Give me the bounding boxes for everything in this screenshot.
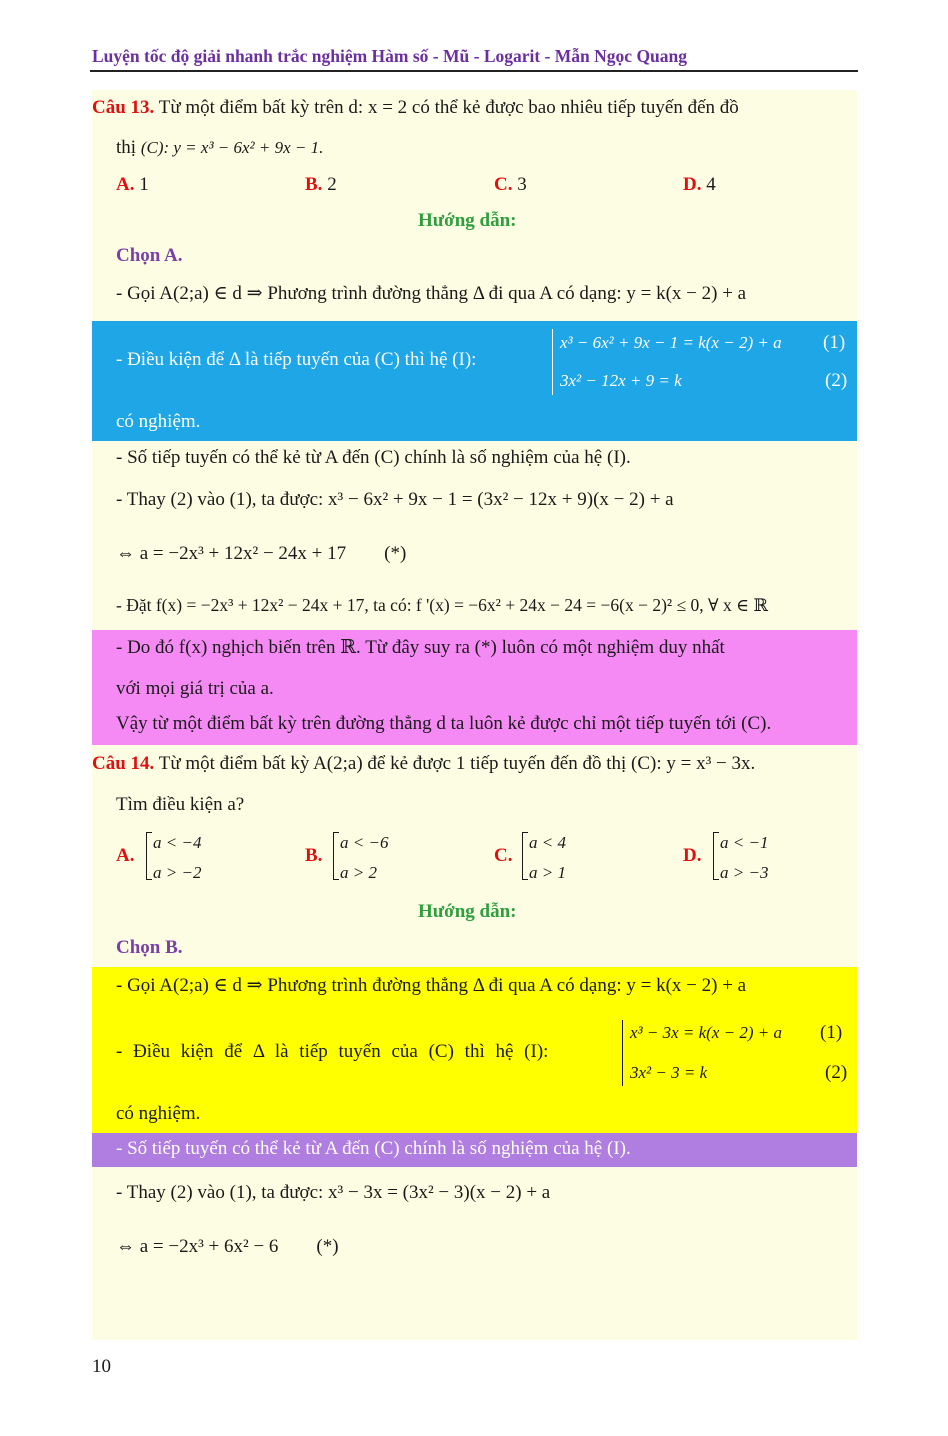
q14-answer-b-bracket	[333, 832, 339, 880]
q14-label: Câu 14.	[92, 753, 155, 774]
q14-answer-a-letter: A.	[116, 845, 135, 866]
q14-answer-c-bottom: a > 1	[529, 863, 566, 882]
q14-sys-eq1: x³ − 3x = k(x − 2) + a	[630, 1023, 782, 1042]
q13-step3: - Số tiếp tuyến có thể kẻ từ A đến (C) chính là số nghiệm của hệ (I).	[116, 447, 631, 468]
q14-sys-eq2: 3x² − 3 = k	[630, 1063, 708, 1082]
q13-guide-heading: Hướng dẫn:	[418, 210, 517, 231]
q14-answer-b-letter: B.	[305, 845, 323, 866]
q14-question-line1	[92, 753, 755, 775]
q14-answer-d-letter: D.	[683, 845, 702, 866]
q13-step6: - Đặt f(x) = −2x³ + 12x² − 24x + 17, ta có: f '(x) = −6x² + 24x − 24 = −6(x − 2)² ≤ 0, ∀ x ∈ ℝ	[116, 595, 768, 615]
q13-answer-c: C. 3	[494, 174, 527, 195]
q14-answer-b-bottom: a > 2	[340, 863, 377, 882]
q14-answer-b-top: a < −6	[340, 833, 389, 852]
q14-step1: - Gọi A(2;a) ∈ d ⇒ Phương trình đường thẳng Δ đi qua A có dạng: y = k(x − 2) + a	[116, 975, 747, 996]
q14-answer-d-bottom: a > −3	[720, 863, 769, 882]
q13-question-line2	[116, 137, 323, 159]
q14-sys-eq2-num: (2)	[825, 1062, 848, 1083]
q14-step3: - Số tiếp tuyến có thể kẻ từ A đến (C) chính là số nghiệm của hệ (I).	[116, 1138, 631, 1159]
q13-sys-eq2-num: (2)	[825, 370, 848, 391]
q14-step5: ⇔ a = −2x³ + 6x² − 6 (*)	[116, 1236, 339, 1257]
q14-system-brace	[622, 1020, 623, 1086]
q14-yellow-top	[92, 745, 857, 967]
q14-answer-a-bottom: a > −2	[153, 863, 202, 882]
q13-system-brace	[552, 329, 553, 395]
q13-step1: - Gọi A(2;a) ∈ d ⇒ Phương trình đường thẳng Δ đi qua A có dạng: y = k(x − 2) + a	[116, 283, 747, 304]
q13-sys-eq1: x³ − 6x² + 9x − 1 = k(x − 2) + a	[560, 333, 782, 352]
q13-step2: - Điều kiện để Δ là tiếp tuyến của (C) thì hệ (I):	[116, 349, 477, 370]
q14-step2: - Điều kiện để Δ là tiếp tuyến của (C) thì hệ (I):	[116, 1041, 549, 1062]
q14-answer-a-top: a < −4	[153, 833, 202, 852]
q14-answer-c-letter: C.	[494, 845, 513, 866]
q14-step2b: có nghiệm.	[116, 1103, 201, 1124]
q13-step8: Vậy từ một điểm bất kỳ trên đường thẳng d ta luôn kẻ được chỉ một tiếp tuyến tới (C).	[116, 713, 772, 734]
q13-label: Câu 13.	[92, 97, 155, 118]
q14-step4: - Thay (2) vào (1), ta được: x³ − 3x = (3x² − 3)(x − 2) + a	[116, 1182, 551, 1203]
q13-answer-b: B. 2	[305, 174, 337, 195]
q13-text2-math: (C): y = x³ − 6x² + 9x − 1.	[140, 138, 324, 157]
q13-sys-eq2: 3x² − 12x + 9 = k	[560, 371, 682, 390]
q14-text1: Từ một điểm bất kỳ A(2;a) để kẻ được 1 tiếp tuyến đến đồ thị (C): y = x³ − 3x.	[158, 753, 756, 774]
q14-answer-a-bracket	[146, 832, 152, 880]
q13-answer-d: D. 4	[683, 174, 716, 195]
q13-answer-a: A. 1	[116, 174, 149, 195]
q13-step2b: có nghiệm.	[116, 411, 201, 432]
q14-choose: Chọn B.	[116, 937, 183, 958]
q13-choose: Chọn A.	[116, 245, 183, 266]
q13-step7b: với mọi giá trị của a.	[116, 678, 274, 699]
q14-answer-d-bracket	[713, 832, 719, 880]
q14-guide-heading: Hướng dẫn:	[418, 901, 517, 922]
q14-answer-c-top: a < 4	[529, 833, 566, 852]
q14-question-line2: Tìm điều kiện a?	[116, 794, 245, 815]
q13-step5: ⇔ a = −2x³ + 12x² − 24x + 17 (*)	[116, 543, 407, 564]
q13-step4: - Thay (2) vào (1), ta được: x³ − 6x² + 9x − 1 = (3x² − 12x + 9)(x − 2) + a	[116, 489, 674, 510]
q13-text2-prefix: thị	[116, 137, 137, 158]
q13-sys-eq1-num: (1)	[823, 332, 846, 353]
q14-answer-c-bracket	[522, 832, 528, 880]
page-number: 10	[92, 1356, 111, 1377]
q13-question-line1	[92, 97, 739, 119]
header-title: Luyện tốc độ giải nhanh trắc nghiệm Hàm số - Mũ - Logarit - Mẫn Ngọc Quang	[92, 46, 688, 66]
q13-text1: Từ một điểm bất kỳ trên d: x = 2 có thể kẻ được bao nhiêu tiếp tuyến đến đồ	[158, 97, 739, 118]
header-divider	[90, 70, 858, 72]
q14-sys-eq1-num: (1)	[820, 1022, 843, 1043]
q13-step7a: - Do đó f(x) nghịch biến trên ℝ. Từ đây suy ra (*) luôn có một nghiệm duy nhất	[116, 637, 725, 658]
q14-answer-d-top: a < −1	[720, 833, 769, 852]
